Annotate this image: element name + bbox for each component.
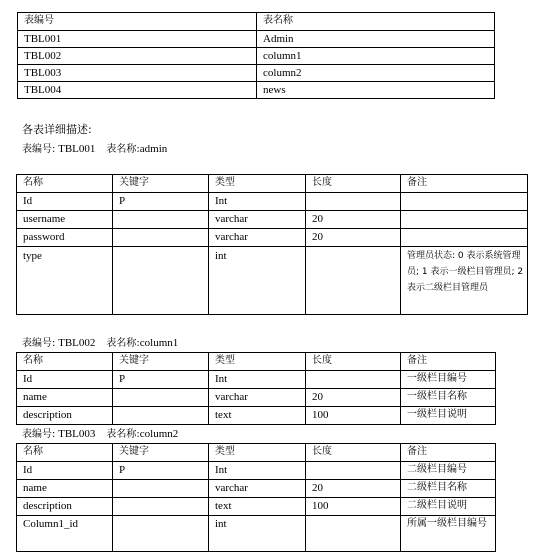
table-cell: name — [17, 480, 113, 498]
header-cell: 名称 — [17, 353, 113, 371]
table-cell: P — [113, 462, 209, 480]
table-cell: Int — [209, 462, 306, 480]
table-list-header-id: 表编号 — [18, 13, 257, 31]
table-cell: Id — [17, 462, 113, 480]
table-cell: 20 — [306, 480, 401, 498]
caption-name-label: 表名称: — [106, 338, 140, 349]
table-cell: column1 — [257, 48, 495, 65]
table-cell — [306, 462, 401, 480]
table-cell: int — [209, 247, 306, 315]
table-cell: TBL001 — [18, 31, 257, 48]
table-row — [17, 193, 528, 211]
table-cell: description — [17, 498, 113, 516]
table-cell-note: 管理员状态: 0 表示系统管理员; 1 表示一级栏目管理员; 2 表示二级栏目管理员 — [401, 247, 528, 315]
header-cell: 类型 — [209, 175, 306, 193]
table-cell: Int — [209, 371, 306, 389]
table-cell — [306, 516, 401, 552]
caption-no-value: TBL002 — [58, 337, 96, 349]
header-cell: 关键字 — [113, 175, 209, 193]
caption-no-label: 表编号: — [22, 338, 56, 349]
caption-name-value: admin — [139, 143, 168, 155]
table-cell: int — [209, 516, 306, 552]
table-cell: 二级栏目说明 — [401, 498, 496, 516]
table-cell: column2 — [257, 65, 495, 82]
table-list-header-name: 表名称 — [257, 13, 495, 31]
table-cell: 一级栏目说明 — [401, 407, 496, 425]
table-cell — [401, 229, 528, 247]
admin-table — [16, 174, 528, 315]
table-cell — [401, 211, 528, 229]
table-row — [17, 516, 496, 552]
table-row — [17, 247, 528, 315]
column2-table — [16, 443, 496, 552]
caption-name-label: 表名称: — [106, 144, 140, 155]
header-cell: 名称 — [17, 444, 113, 462]
table-cell: P — [113, 193, 209, 211]
table-row — [18, 48, 495, 65]
table-cell — [113, 247, 209, 315]
table-cell: P — [113, 371, 209, 389]
table-cell: TBL003 — [18, 65, 257, 82]
table-cell: 100 — [306, 407, 401, 425]
table-cell: Id — [17, 371, 113, 389]
table-row — [18, 65, 495, 82]
table-cell — [401, 193, 528, 211]
caption-name-label: 表名称: — [106, 429, 140, 440]
table-cell: 20 — [306, 211, 401, 229]
table-cell: Int — [209, 193, 306, 211]
header-cell: 备注 — [401, 353, 496, 371]
table-row — [17, 462, 496, 480]
caption-no-label: 表编号: — [22, 144, 56, 155]
table-row — [17, 407, 496, 425]
column1-header-row — [17, 353, 496, 371]
caption-name-value: column2 — [139, 428, 179, 440]
header-cell: 类型 — [209, 444, 306, 462]
caption-no-value: TBL003 — [58, 428, 96, 440]
table-cell: text — [209, 407, 306, 425]
header-cell: 长度 — [306, 353, 401, 371]
header-cell: 长度 — [306, 444, 401, 462]
table-cell: 二级栏目编号 — [401, 462, 496, 480]
table-cell: username — [17, 211, 113, 229]
header-cell: 长度 — [306, 175, 401, 193]
table-cell — [113, 516, 209, 552]
table-row — [17, 371, 496, 389]
table-cell: 100 — [306, 498, 401, 516]
table-cell — [306, 371, 401, 389]
table-cell — [113, 229, 209, 247]
table-cell: varchar — [209, 389, 306, 407]
table-row — [17, 389, 496, 407]
column2-table-caption — [22, 427, 178, 442]
table-cell — [113, 407, 209, 425]
detail-heading: 各表详细描述: — [22, 123, 92, 136]
table-row — [17, 211, 528, 229]
column2-header-row — [17, 444, 496, 462]
table-cell: type — [17, 247, 113, 315]
column1-table — [16, 352, 496, 425]
header-cell: 类型 — [209, 353, 306, 371]
table-cell: 20 — [306, 229, 401, 247]
table-cell — [306, 193, 401, 211]
table-cell — [113, 498, 209, 516]
table-cell: varchar — [209, 480, 306, 498]
header-cell: 关键字 — [113, 444, 209, 462]
table-row — [18, 82, 495, 99]
table-cell: text — [209, 498, 306, 516]
table-list — [17, 12, 495, 99]
table-cell: TBL004 — [18, 82, 257, 99]
table-cell: varchar — [209, 211, 306, 229]
admin-header-row — [17, 175, 528, 193]
table-cell: 20 — [306, 389, 401, 407]
header-cell: 备注 — [401, 444, 496, 462]
table-list-header-row — [18, 13, 495, 31]
caption-name-value: column1 — [139, 337, 179, 349]
table-cell: description — [17, 407, 113, 425]
caption-no-label: 表编号: — [22, 429, 56, 440]
table-cell: password — [17, 229, 113, 247]
table-cell — [113, 211, 209, 229]
table-cell: 一级栏目名称 — [401, 389, 496, 407]
table-cell: news — [257, 82, 495, 99]
table-cell: name — [17, 389, 113, 407]
table-cell: Column1_id — [17, 516, 113, 552]
table-cell — [113, 389, 209, 407]
table-cell: 一级栏目编号 — [401, 371, 496, 389]
table-row — [17, 480, 496, 498]
table-cell: TBL002 — [18, 48, 257, 65]
table-cell: 所属一级栏目编号 — [401, 516, 496, 552]
table-row — [18, 31, 495, 48]
table-cell — [306, 247, 401, 315]
table-cell: Id — [17, 193, 113, 211]
table-row — [17, 229, 528, 247]
header-cell: 备注 — [401, 175, 528, 193]
admin-table-caption — [22, 142, 167, 157]
table-cell: Admin — [257, 31, 495, 48]
column1-table-caption — [22, 336, 178, 351]
table-row — [17, 498, 496, 516]
table-cell — [113, 480, 209, 498]
table-cell: varchar — [209, 229, 306, 247]
table-cell: 二级栏目名称 — [401, 480, 496, 498]
caption-no-value: TBL001 — [58, 143, 96, 155]
header-cell: 名称 — [17, 175, 113, 193]
header-cell: 关键字 — [113, 353, 209, 371]
